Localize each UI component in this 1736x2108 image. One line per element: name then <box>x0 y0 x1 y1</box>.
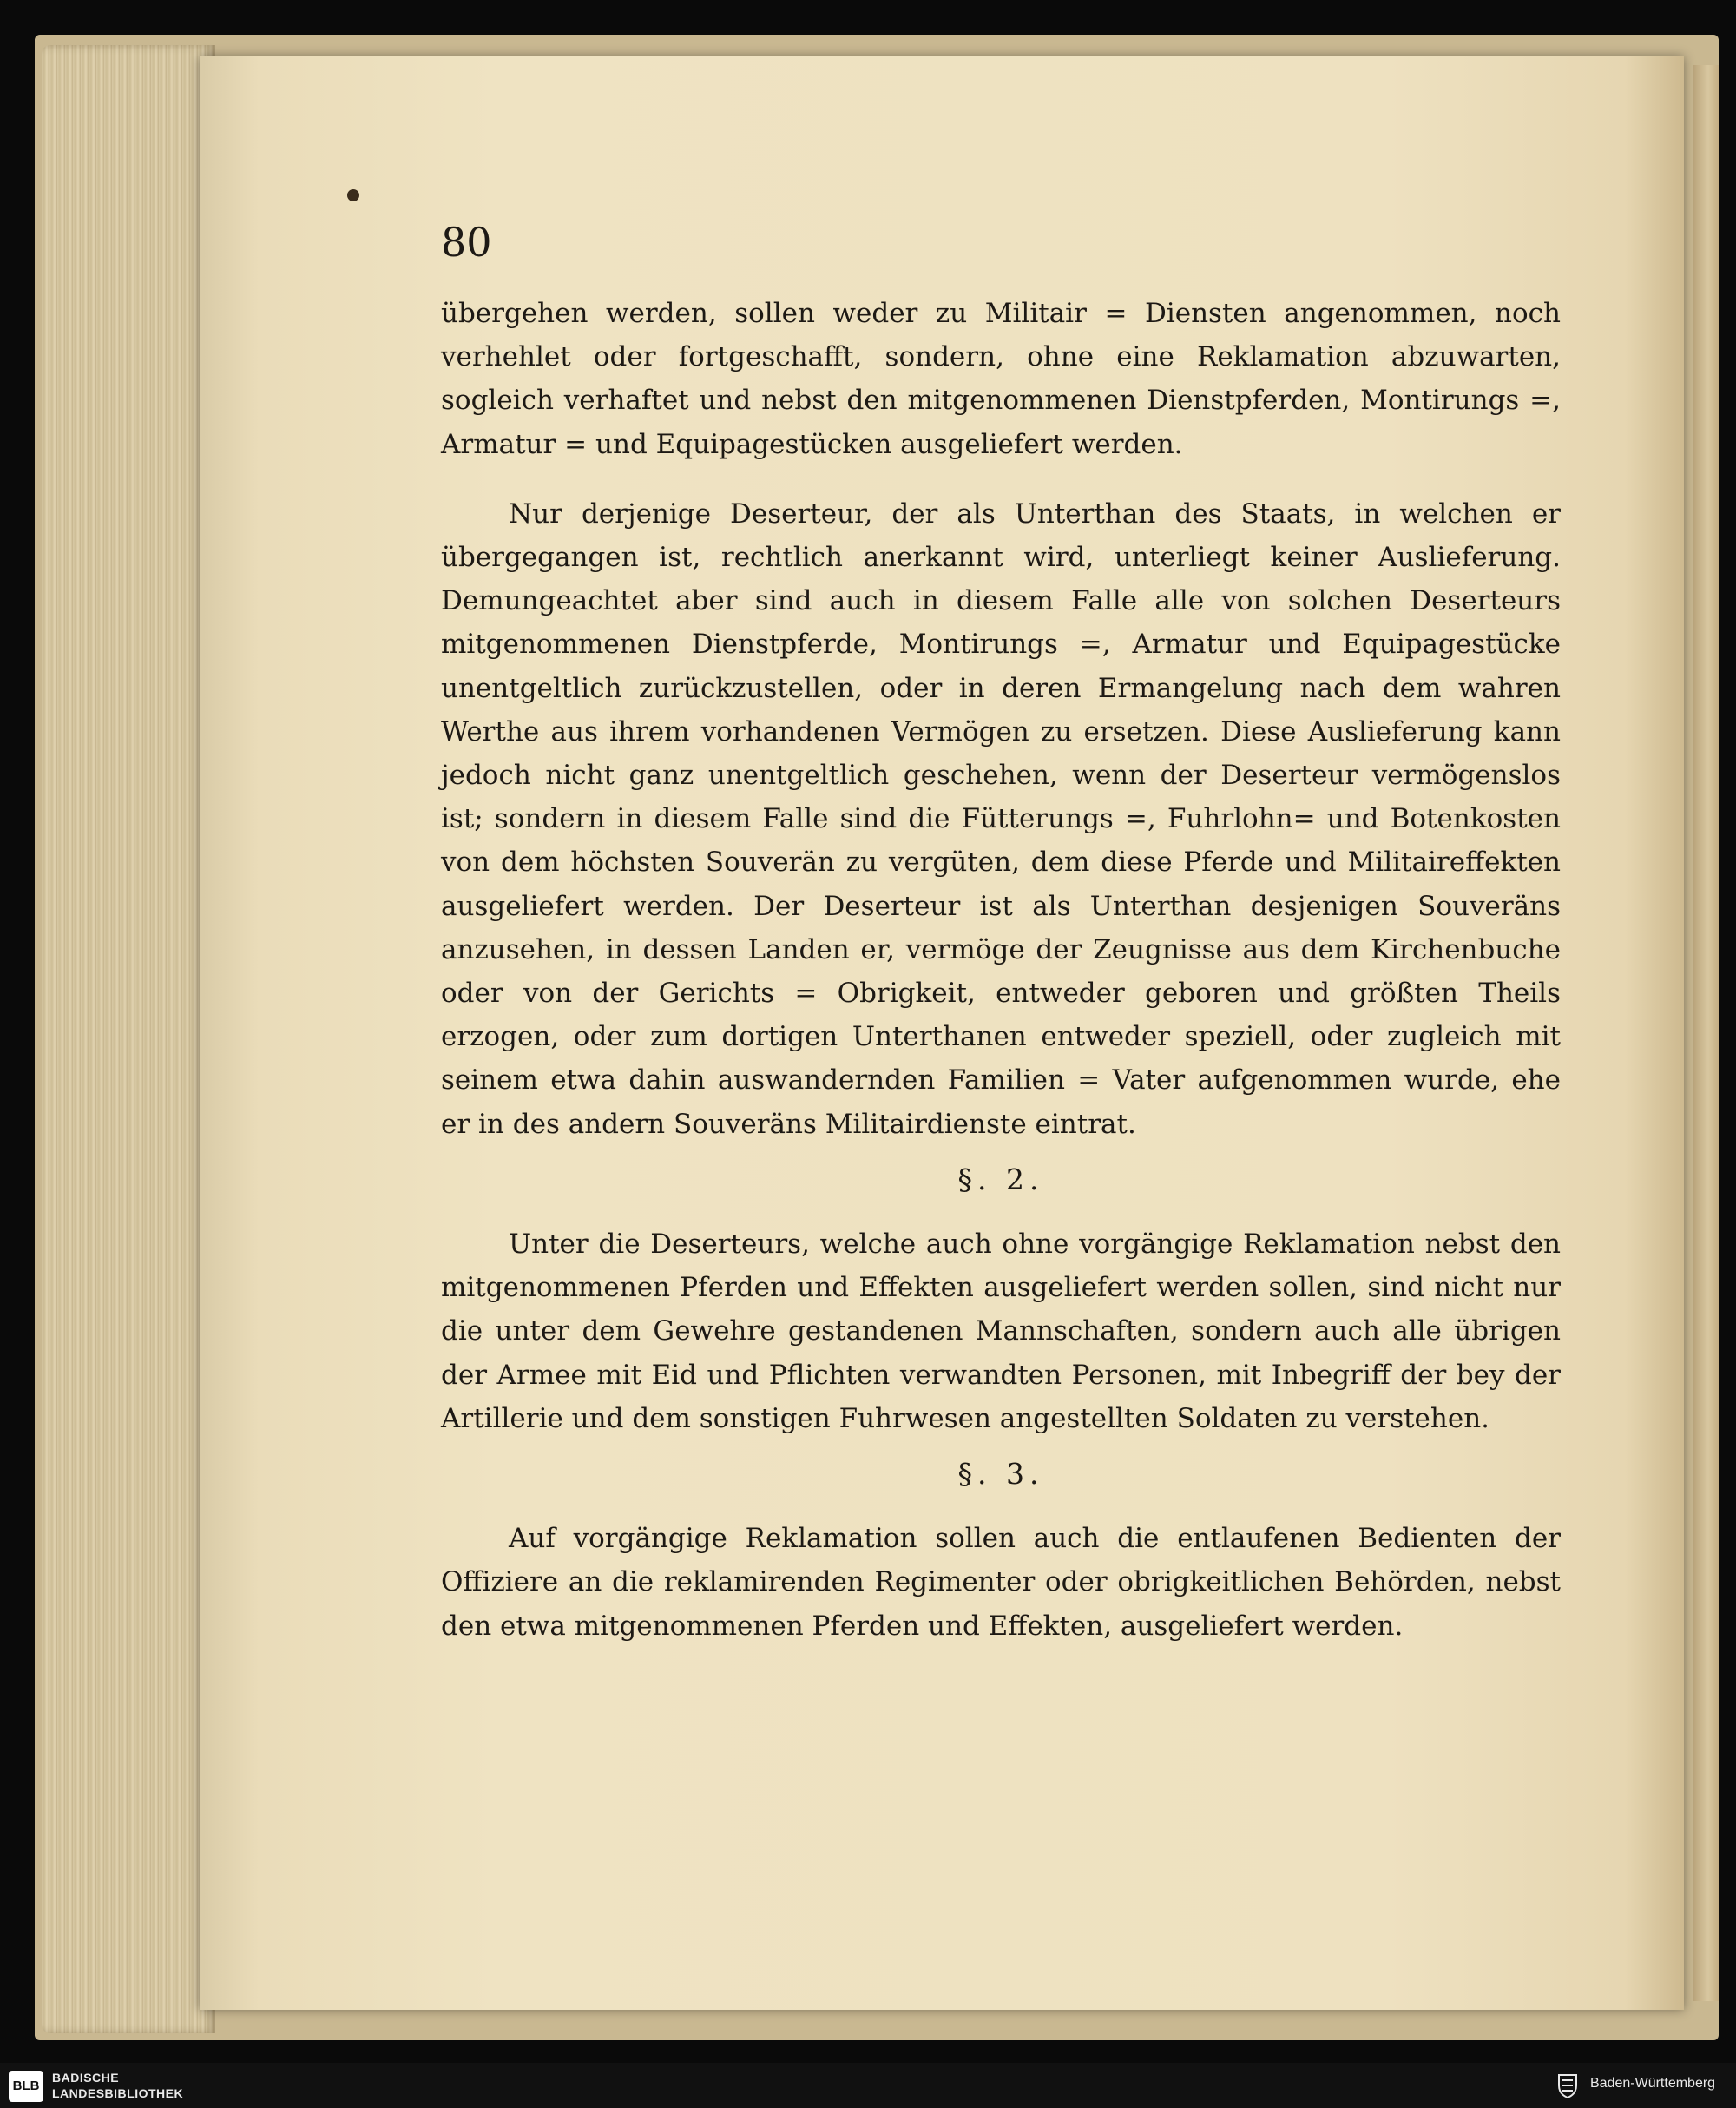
paragraph-continuation: übergehen werden, sollen weder zu Militair = Diensten angenommen, noch verhehlet oder fortgeschafft, sondern, ohne eine Reklamation abzuwarten, sogleich verhaftet und nebst den mitgenommenen Dienstpferden, Montirungs =, Armatur = und Equipagestücken ausgeliefert werden. <box>441 298 1561 460</box>
baden-wuerttemberg-crest-icon <box>1554 2072 1581 2099</box>
library-name-line2: LANDESBIBLIOTHEK <box>52 2086 184 2100</box>
state-label[interactable]: Baden-Württemberg <box>1590 2076 1716 2091</box>
page-edges <box>42 45 215 2033</box>
section-3-text: Auf vorgängige Reklamation sollen auch die entlaufenen Bedienten der Offiziere an die reklamirenden Regimenter oder obrigkeitlichen Behörden, nebst den etwa mitgenommenen Pferden und Effekten, ausgeliefert werden. <box>441 1523 1561 1642</box>
blb-logo[interactable]: BLB <box>9 2071 43 2102</box>
library-name <box>52 2070 183 2101</box>
paragraph-deserteur: Nur derjenige Deserteur, der als Unterthan des Staats, in welchen er übergegangen ist, rechtlich anerkannt wird, unterliegt keiner Auslieferung. Demungeachtet aber sind auch in diesem Falle alle von solchen Deserteurs mitgenommenen Dienstpferde, Montirungs =, Armatur und Equipagestücke unentgeltlich zurückzustellen, oder in deren Ermangelung nach dem wahren Werthe aus ihrem vorhandenen Vermögen zu ersetzen. Diese Auslieferung kann jedoch nicht ganz unentgeltlich geschehen, wenn der Deserteur vermögenslos ist; sondern in diesem Falle sind die Fütterungs =, Fuhrlohn= und Botenkosten von dem höchsten Souverän zu vergüten, dem diese Pferde und Militaireffekten ausgeliefert werden. Der Deserteur ist als Unterthan desjenigen Souveräns anzusehen, in dessen Landen er, vermöge der Zeugnisse aus dem Kirchenbuche oder von der Gerichts = Obrigkeit, entweder geboren und größten Theils erzogen, oder zum dortigen Unterthanen entweder speziell, oder zugleich mit seinem etwa dahin auswandernden Familien = Vater aufgenommen wurde, ehe er in des andern Souveräns Militairdienste eintrat. <box>441 497 1561 1140</box>
page-number: 80 <box>441 219 492 266</box>
section-2-heading: §. 2. <box>957 1162 1044 1196</box>
footer-bar <box>0 2063 1736 2108</box>
facing-page-edge <box>1693 65 1719 2001</box>
ink-spot <box>347 189 359 201</box>
page-text <box>441 292 1561 1648</box>
section-2-text: Unter die Deserteurs, welche auch ohne vorgängige Reklamation nebst den mitgenommenen Pferden und Effekten ausgeliefert werden sollen, sind nicht nur die unter dem Gewehre gestandenen Mannschaften, sondern auch alle übrigen der Armee mit Eid und Pflichten verwandten Personen, mit Inbegriff der bey der Artillerie und dem sonstigen Fuhrwesen angestellten Soldaten zu verstehen. <box>441 1229 1561 1434</box>
library-name-line1: BADISCHE <box>52 2071 120 2085</box>
section-3-heading: §. 3. <box>957 1457 1044 1492</box>
